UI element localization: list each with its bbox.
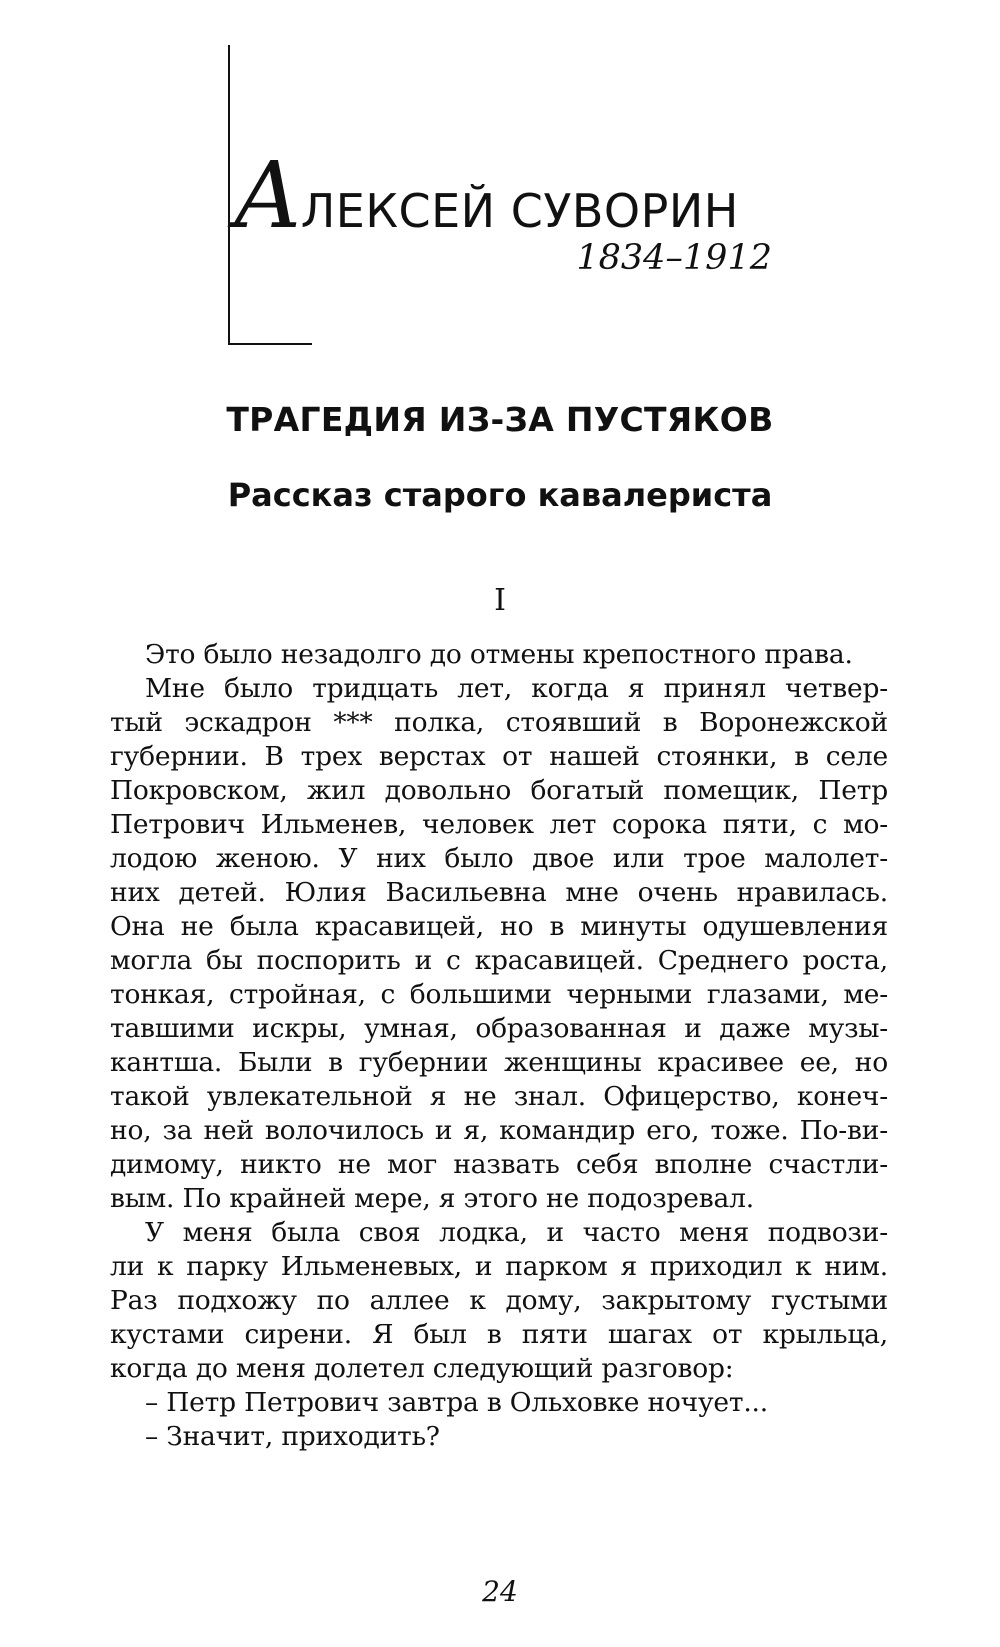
- story-subtitle: Рассказ старого кавалериста: [227, 476, 773, 514]
- text-line: них детей. Юлия Васильевна мне очень нравилась.: [110, 877, 888, 908]
- text-line: лодою женою. У них было двое или трое малолет-: [110, 843, 888, 874]
- text-line: кустами сирени. Я был в пяти шагах от крыльца,: [110, 1319, 888, 1350]
- text-line: ли к парку Ильменевых, и парком я приходил к ним.: [110, 1251, 888, 1282]
- text-line: когда до меня долетел следующий разговор:: [110, 1353, 734, 1384]
- text-line: Петрович Ильменев, человек лет сорока пяти, с мо-: [110, 809, 888, 840]
- text-line: кантша. Были в губернии женщины красивее ее, но: [110, 1047, 888, 1078]
- text-line: могла бы поспорить и с красавицей. Среднего роста,: [110, 945, 888, 976]
- chapter-number: I: [494, 583, 506, 618]
- text-line: тавшими искры, умная, образованная и даже музы-: [110, 1013, 888, 1044]
- text-line: Мне было тридцать лет, когда я принял четвер-: [145, 673, 888, 704]
- text-line: тый эскадрон *** полка, стоявший в Воронежской: [110, 707, 888, 738]
- text-line: вым. По крайней мере, я этого не подозревал.: [110, 1183, 754, 1214]
- author-name: [233, 142, 739, 249]
- body-text: [110, 638, 888, 1454]
- text-line: – Петр Петрович завтра в Ольховке ночует...: [145, 1387, 768, 1418]
- author-initial: А: [233, 142, 303, 249]
- page-number: 24: [482, 1575, 518, 1608]
- text-line: Это было незадолго до отмены крепостного права.: [145, 639, 853, 670]
- story-title: ТРАГЕДИЯ ИЗ-ЗА ПУСТЯКОВ: [226, 400, 774, 439]
- text-line: Она не была красавицей, но в минуты одушевления: [110, 911, 888, 942]
- text-line: димому, никто не мог назвать себя вполне счастли-: [110, 1149, 888, 1180]
- text-line: У меня была своя лодка, и часто меня подвози-: [145, 1217, 888, 1248]
- author-years: 1834–1912: [576, 238, 772, 278]
- text-line: Покровском, жил довольно богатый помещик, Петр: [110, 775, 888, 806]
- text-line: – Значит, приходить?: [145, 1421, 440, 1452]
- author-name-rest: ЛЕКСЕЙ СУВОРИН: [300, 184, 739, 238]
- text-line: но, за ней волочилось и я, командир его, тоже. По-ви-: [110, 1115, 888, 1146]
- text-line: губернии. В трех верстах от нашей стоянки, в селе: [110, 741, 888, 772]
- text-line: Раз подхожу по аллее к дому, закрытому густыми: [110, 1285, 888, 1316]
- text-line: такой увлекательной я не знал. Офицерство, конеч-: [110, 1081, 888, 1112]
- text-line: тонкая, стройная, с большими черными глазами, ме-: [110, 979, 888, 1010]
